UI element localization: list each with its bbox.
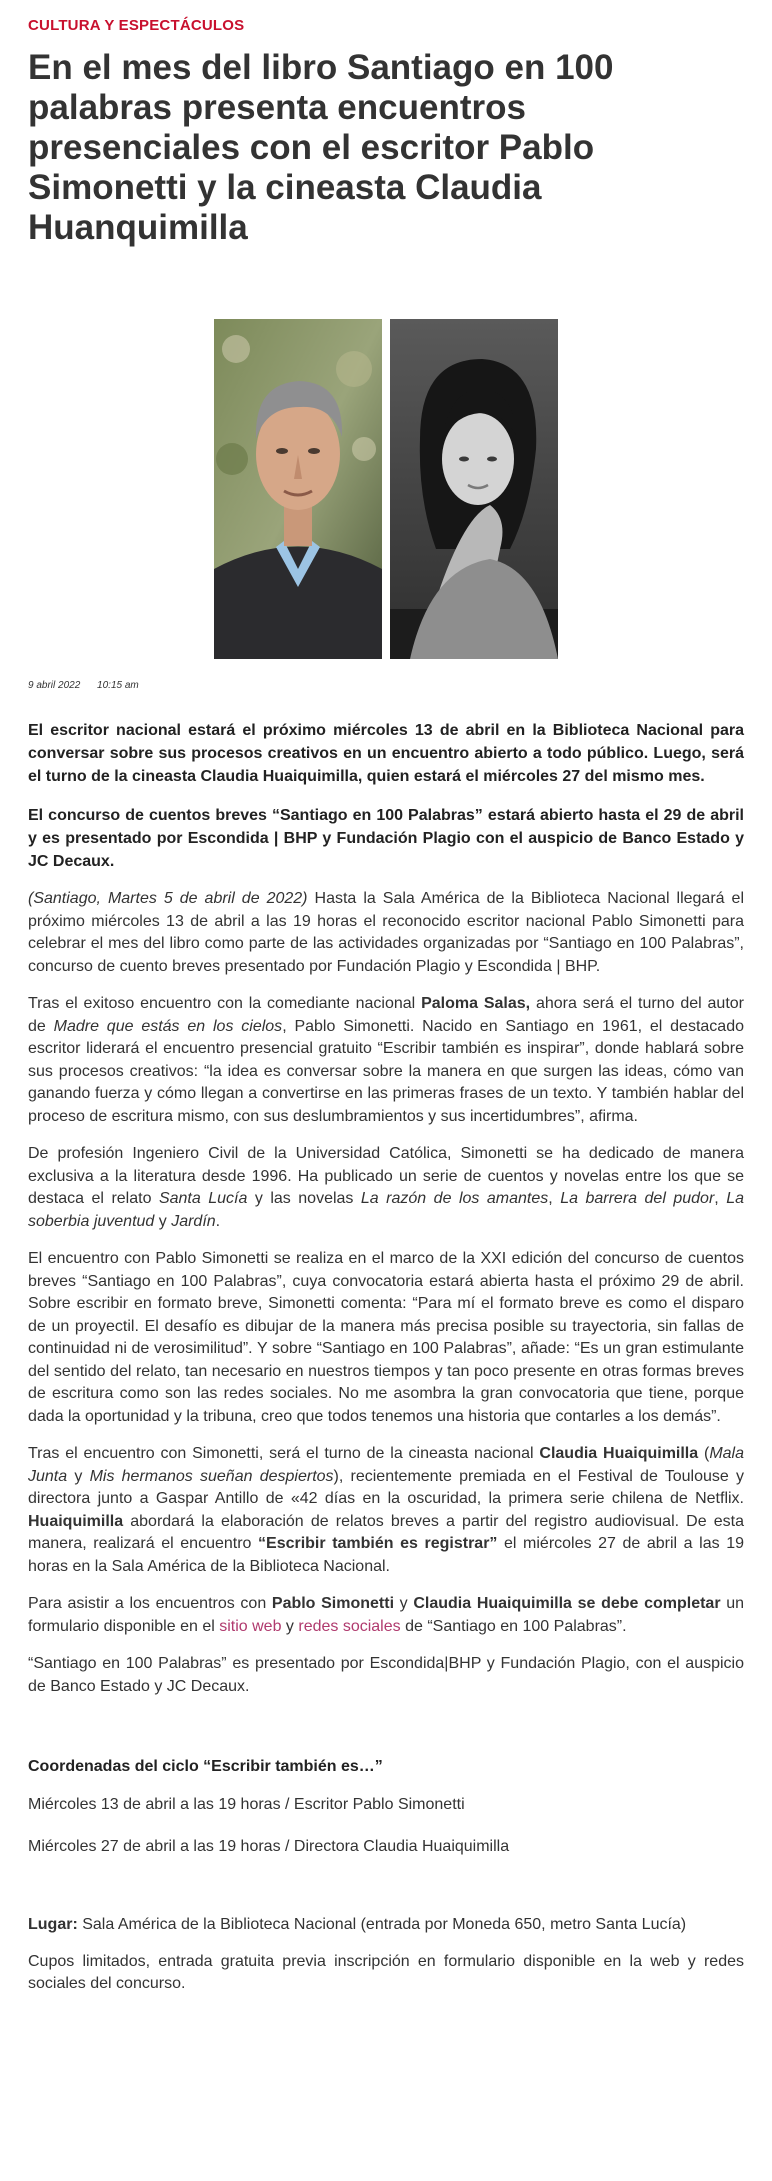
- category-label[interactable]: CULTURA Y ESPECTÁCULOS: [28, 17, 245, 34]
- book-title: La soberbia juventud: [28, 1190, 745, 1230]
- text-run: y las novelas: [247, 1190, 361, 1207]
- venue-label: Lugar:: [28, 1916, 78, 1933]
- text-run: , Pablo Simonetti. Nacido en Santiago en 1961, el destacado escritor liderará el encuentro presencial gratuito “Escribir también es inspirar”, donde hablará sobre sus procesos creativos: “la idea es conversar sobre la manera en que surgen las ideas, cómo van ganando fuerza y cómo llegan a convertirse en las primeras frases de un texto. Y también hablar del proceso de escritura mismo, con sus deslumbramientos y sus incertidumbres”, afirma.: [28, 1017, 744, 1125]
- capacity-note: Cupos limitados, entrada gratuita previa inscripción en formulario disponible en la web y redes sociales del concurso.: [28, 1953, 744, 1992]
- website-link[interactable]: sitio web: [219, 1617, 282, 1635]
- text-run: Para asistir a los encuentros con: [28, 1595, 272, 1612]
- text-run: abordará la elaboración de relatos breves a partir del registro audiovisual. De esta manera, realizará el encuentro: [28, 1512, 744, 1552]
- text-run: ahora será el turno del autor de: [28, 995, 744, 1035]
- coordinates-line-1: Miércoles 13 de abril a las 19 horas / Escritor Pablo Simonetti: [28, 1796, 465, 1813]
- body-paragraph-6: [28, 1593, 744, 1638]
- publish-time: 10:15 am: [97, 680, 139, 691]
- article: [0, 17, 772, 1995]
- book-title: Jardín: [171, 1212, 216, 1230]
- portrait-man-illustration: [214, 319, 382, 659]
- article-title: En el mes del libro Santiago en 100 palabras presenta encuentros presenciales con el escritor Pablo Simonetti y la cineasta Claudia Huanquimilla: [28, 48, 614, 247]
- photo-pablo-simonetti: [214, 319, 382, 659]
- text-run: ,: [714, 1190, 727, 1207]
- coordinates-line-2: Miércoles 27 de abril a las 19 horas / Directora Claudia Huaiquimilla: [28, 1838, 510, 1855]
- body-paragraph-5: [28, 1443, 744, 1578]
- bold-name: Paloma Salas,: [421, 995, 531, 1012]
- body-paragraph-2: [28, 993, 744, 1128]
- bold-name: Huaiquimilla: [28, 1512, 124, 1530]
- text-run: el miércoles 27 de abril a las 19 horas en la Sala América de la Biblioteca Nacional.: [28, 1535, 744, 1575]
- book-title: Madre que estás en los cielos: [53, 1017, 283, 1035]
- venue-text: Sala América de la Biblioteca Nacional (entrada por Moneda 650, metro Santa Lucía): [77, 1916, 687, 1933]
- bold-name: Claudia Huaiquimilla se debe completar: [413, 1595, 721, 1612]
- film-title: Mala Junta: [28, 1445, 745, 1485]
- text-run: (: [698, 1445, 710, 1462]
- text-run: .: [215, 1212, 221, 1230]
- bold-name: Pablo Simonetti: [271, 1595, 395, 1612]
- venue-info: [28, 1914, 744, 1936]
- article-image: [28, 319, 744, 659]
- text-run: y: [281, 1617, 299, 1635]
- text-run: ), recientemente premiada en el Festival de Toulouse y directora junto a Gaspar Antillo de «42 días en la oscuridad, la primera serie chilena de Netflix.: [28, 1467, 745, 1507]
- text-run: ,: [548, 1190, 561, 1207]
- text-run: y: [154, 1212, 172, 1230]
- text-run: de “Santiago en 100 Palabras”.: [400, 1617, 627, 1635]
- bold-name: Claudia Huaiquimilla: [539, 1445, 699, 1462]
- text-run: y: [67, 1467, 90, 1485]
- event-name: “Escribir también es registrar”: [258, 1535, 498, 1552]
- portrait-woman-illustration: [390, 319, 558, 659]
- text-run: Tras el encuentro con Simonetti, será el turno de la cineasta nacional: [28, 1445, 540, 1462]
- paragraph-text: Hasta la Sala América de la Biblioteca Nacional llegará el próximo miércoles 13 de abril a las 19 horas el reconocido escritor nacional Pablo Simonetti para celebrar el mes del libro como parte de las actividades organizadas por “Santiago en 100 Palabras”, concurso de cuento breves presentado por Fundación Plagio y Escondida | BHP.: [28, 890, 745, 975]
- text-run: y: [394, 1595, 414, 1612]
- text-run: De profesión Ingeniero Civil de la Universidad Católica, Simonetti se ha dedicado de manera exclusiva a la literatura desde 1996. Ha publicado un serie de cuentos y novelas entre los que se destaca el relato: [28, 1145, 744, 1207]
- book-title: La razón de los amantes: [360, 1190, 549, 1207]
- photo-claudia-huaiquimilla: [390, 319, 558, 659]
- coordinates-title: Coordenadas del ciclo “Escribir también es…”: [28, 1758, 383, 1775]
- text-run: Tras el exitoso encuentro con la comediante nacional: [28, 995, 422, 1012]
- lead-paragraph-2: El concurso de cuentos breves “Santiago en 100 Palabras” estará abierto hasta el 29 de abril y es presentado por Escondida | BHP y Fundación Plagio con el auspicio de Banco Estado y JC Decaux.: [28, 807, 744, 870]
- book-title: La barrera del pudor: [560, 1190, 715, 1207]
- body-paragraph-7: “Santiago en 100 Palabras” es presentado por Escondida|BHP y Fundación Plagio, con el auspicio de Banco Estado y JC Decaux.: [28, 1655, 744, 1695]
- book-title: Santa Lucía: [158, 1190, 248, 1207]
- publish-date: 9 abril 2022: [28, 680, 81, 691]
- article-meta: [28, 680, 744, 691]
- body-paragraph-4: El encuentro con Pablo Simonetti se realiza en el marco de la XXI edición del concurso de cuentos breves “Santiago en 100 Palabras”, cuya convocatoria estará abierta hasta el próximo 29 de abril. Sobre escribir en formato breve, Simonetti comenta: “Para mí el formato breve es como el disparo de un proyectil. El desafío es dibujar de la manera más precisa posible su trayectoria, sin fallas de continuidad ni de verosimilitud”. Y sobre “Santiago en 100 Palabras”, añade: “Es un gran estimulante del sentido del relato, tan necesario en nuestros tiempos y tan poco presente en otras formas breves de escritura como son las redes sociales. No me asombra la gran convocatoria que tiene, porque dada la oportunidad y la tribuna, creo que todos tenemos una historia que contarles a los demás”.: [28, 1250, 744, 1425]
- body-paragraph-1: [28, 888, 744, 978]
- social-media-link[interactable]: redes sociales: [298, 1617, 401, 1635]
- text-run: un formulario disponible en el: [28, 1595, 745, 1635]
- film-title: Mis hermanos sueñan despiertos: [89, 1467, 334, 1485]
- lead-paragraph-1: El escritor nacional estará el próximo miércoles 13 de abril en la Biblioteca Nacional para conversar sobre sus procesos creativos en un encuentro abierto a todo público. Luego, será el turno de la cineasta Claudia Huaiquimilla, quien estará el miércoles 27 del mismo mes.: [28, 722, 744, 785]
- dateline: (Santiago, Martes 5 de abril de 2022): [28, 890, 308, 907]
- body-paragraph-3: [28, 1143, 744, 1233]
